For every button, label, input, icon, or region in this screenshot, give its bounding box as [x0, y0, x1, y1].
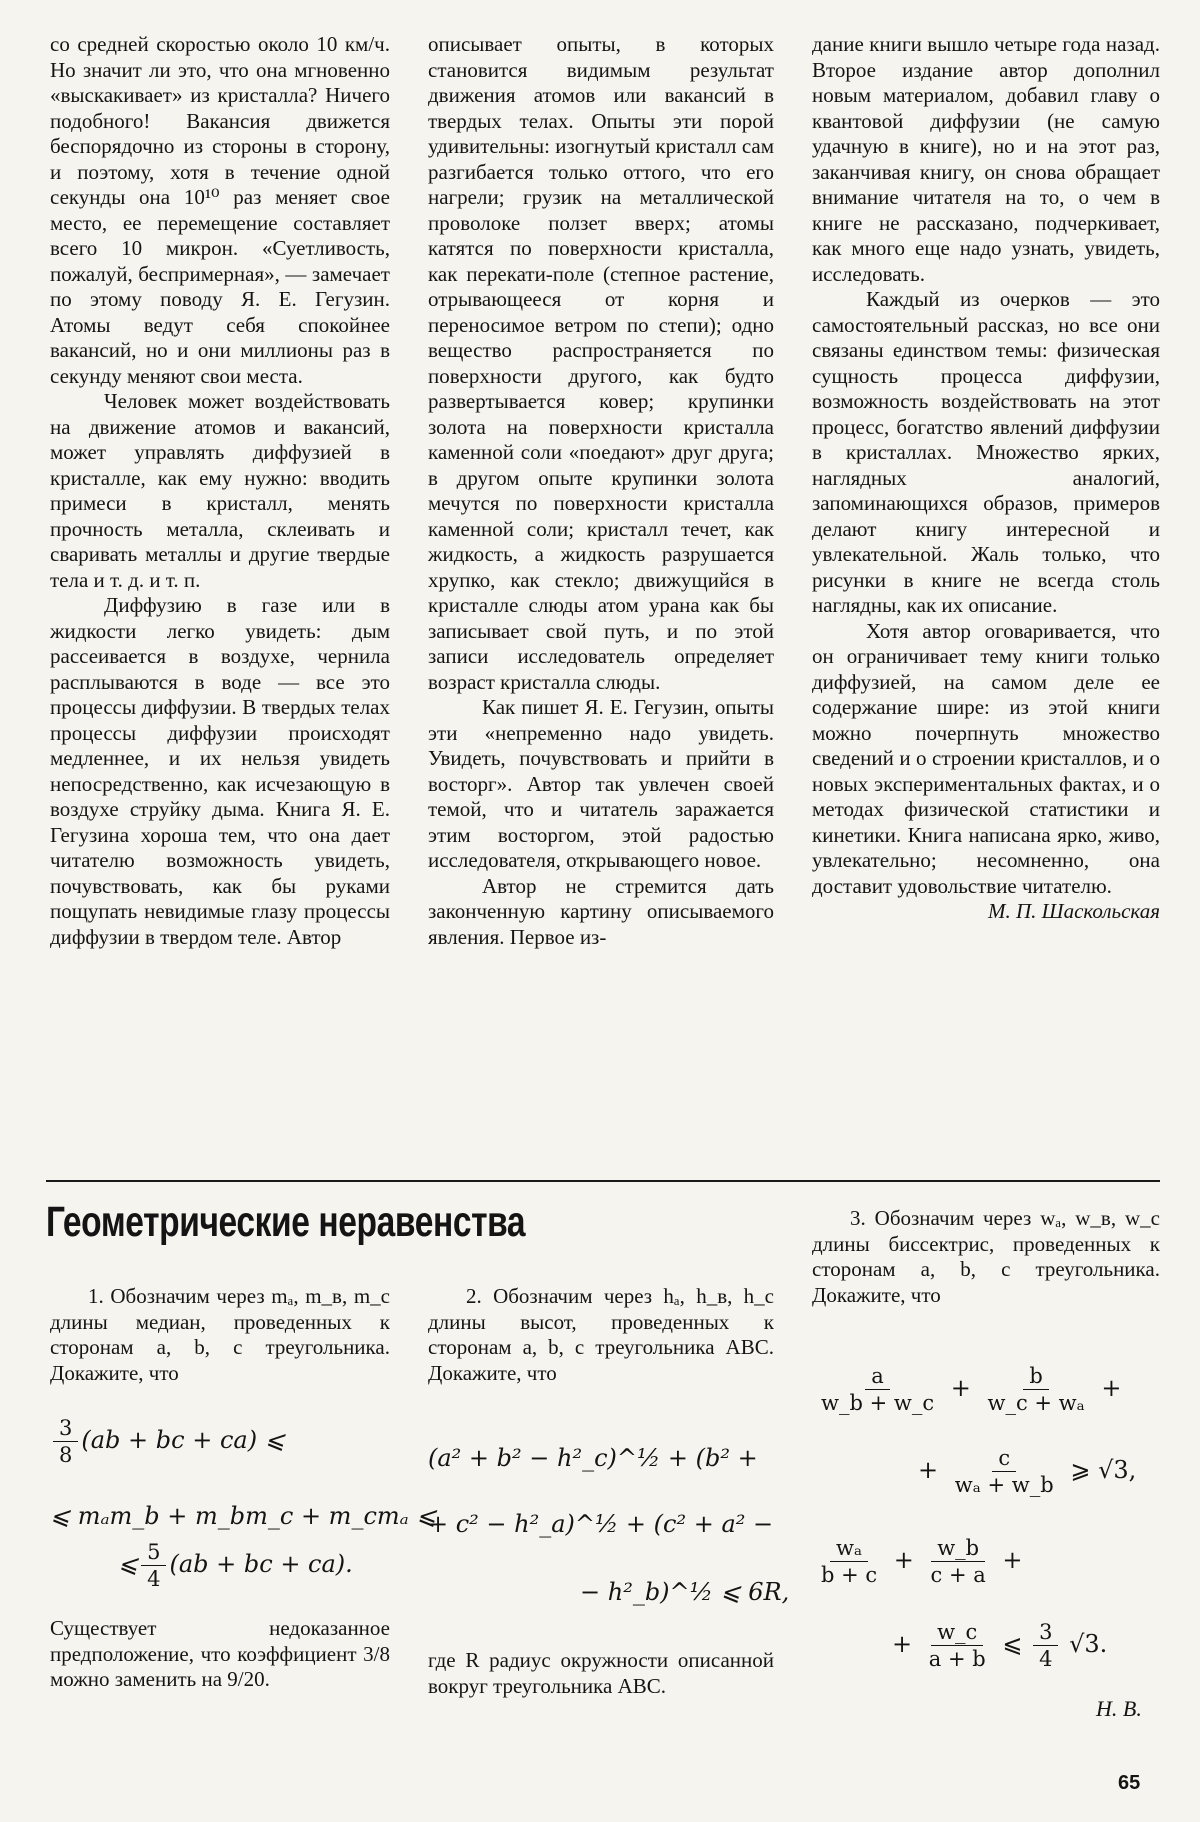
review-paragraph: дание книги вышло четыре года назад. Второе издание автор дополнил новым материалом, добавил главу о квантовой диффузии (не самую удачную в книге), но и на этот раз, заканчивая книгу, он снова обращает внимание читателя на то, о чем в книге не рассказано, подчеркивает, как много еще надо узнать, увидеть, исследовать. — [812, 32, 1160, 286]
problem-1-formula-line-3: ⩽ $\frac{5}{4}$ (ab + bc + ca). — [118, 1540, 353, 1591]
problem-3-formula-line-3: $\frac{\text{wₐ}}{b + c}$ + $\frac{w\_b}{c + a}$ + — [812, 1536, 1023, 1587]
page-number: 65 — [1118, 1772, 1141, 1794]
problem-3-formula-line-2: + $\frac{c}{\text{wₐ + w\_b}}$ ⩾ √3, — [918, 1446, 1137, 1497]
problem-2-note: где R радиус окружности описанной вокруг треугольника ABC. — [428, 1648, 774, 1698]
problem-initials: Н. В. — [1096, 1696, 1142, 1721]
fraction: $\frac{c}{\text{wₐ + w\_b}}$ — [954, 1446, 1054, 1497]
review-paragraph: Каждый из очерков — это самостоятельный рассказ, но все они связаны единством темы: физическая сущность процесса диффузии, возможность воздействовать на этот процесс, богатство явлений диффузии в кристаллах. Множество ярких, наглядных аналогий, запоминающихся образов, примеров делают книгу интересной и увлекательной. Жаль только, что рисунки в книге не всегда столь наглядны, как их описание. — [812, 287, 1160, 617]
problem-2-text: 2. Обозначим через hₐ, h_в, h_c длины высот, проведенных к сторонам a, b, c треугольника ABC. Докажите, что — [428, 1284, 774, 1385]
fraction: $\frac{w\_c}{a + b}$ — [928, 1620, 986, 1671]
problem-1-formula-line-1: $\frac{3}{8}$ (ab + bc + ca) ⩽ — [50, 1416, 285, 1467]
fraction: $\frac{b}{\text{w\_c + wₐ}}$ — [987, 1364, 1085, 1415]
review-paragraph: Автор не стремится дать законченную картину описываемого явления. Первое из- — [428, 873, 774, 949]
problem-3 — [812, 1206, 1160, 1308]
problem-2-formula-line-2: + c² − h²_a)^½ + (c² + a² − — [428, 1510, 774, 1538]
review-signature: М. П. Шаскольская — [988, 899, 1160, 923]
review-column-3 — [812, 32, 1160, 925]
problem-2-formula-line-3: − h²_b)^½ ⩽ 6R, — [580, 1578, 790, 1606]
problem-1-text: 1. Обозначим через mₐ, m_в, m_c длины медиан, проведенных к сторонам a, b, c треугольника. Докажите, что — [50, 1284, 390, 1385]
review-column-1 — [50, 32, 390, 950]
review-paragraph: со средней скоростью около 10 км/ч. Но значит ли это, что она мгновенно «выскакивает» из кристалла? Ничего подобного! Вакансия движется беспорядочно из стороны в сторону, и поэтому, хотя в течение одной секунды она 10¹⁰ раз меняет свое место, ее перемещение составляет всего 10 микрон. «Суетливость, пожалуй, беспримерная», — замечает по этому поводу Я. Е. Гегузин. Атомы ведут себя спокойнее вакансий, но и они миллионы раз в секунду меняют свои места. — [50, 32, 390, 388]
section-divider — [46, 1180, 1160, 1182]
problem-3-formula-line-1: $\frac{a}{w\_b + w\_c}$ + $\frac{b}{\text{w\_c + wₐ}}$ + — [812, 1364, 1122, 1415]
problem-2-formula-line-1: (a² + b² − h²_c)^½ + (b² + — [428, 1444, 758, 1472]
review-paragraph: Человек может воздействовать на движение атомов и вакансий, может управлять диффузией в кристалле, как ему нужно: вводить примеси в кристалл, менять прочность металла, склеивать и сваривать металлы и другие твердые тела и т. д. и т. п. — [50, 389, 390, 592]
fraction: $\frac{3}{8}$ — [53, 1416, 78, 1467]
section-title: Геометрические неравенства — [46, 1198, 526, 1246]
problem-1-formula-line-2: ⩽ mₐm_b + m_bm_c + m_cmₐ ⩽ — [50, 1502, 437, 1530]
problem-2 — [428, 1284, 774, 1386]
review-paragraph: Диффузию в газе или в жидкости легко увидеть: дым рассеивается в воздухе, чернила расплываются в воде — все это процессы диффузии. В твердых телах процессы диффузии происходят медленнее, и их нельзя увидеть непосредственно, как исчезающую в воздухе струйку дыма. Книга Я. Е. Гегузина хороша тем, что она дает читателю возможность увидеть, почувствовать, как бы руками пощупать невидимые глазу процессы диффузии в твердом теле. Автор — [50, 593, 390, 949]
review-paragraph: описывает опыты, в которых становится видимым результат движения атомов или вакансий в твердых телах. Опыты эти порой удивительны: изогнутый кристалл сам разгибается только оттого, что его нагрели; грузик на металлической проволоке ползет вверх; атомы катятся по поверхности кристалла, как перекати-поле (степное растение, отрывающееся от корня и переносимое ветром по степи); одно вещество распространяется по поверхности другого, как будто развертывается ковер; крупинки золота на поверхности кристалла каменной соли «поедают» друг друга; в другом опыте крупинки золота мечутся по поверхности кристалла каменной соли; кристалл течет, как жидкость, а жидкость разрушается хрупко, как стекло; движущийся в кристалле слюды атом урана как бы записывает свой путь, и по этой записи исследователь определяет возраст кристалла слюды. — [428, 32, 774, 694]
problem-3-formula-line-4: + $\frac{w\_c}{a + b}$ ⩽ $\frac{3}{4}$ √3. — [892, 1620, 1108, 1671]
fraction: $\frac{w\_b}{c + a}$ — [930, 1536, 986, 1587]
fraction: $\frac{\text{wₐ}}{b + c}$ — [821, 1536, 878, 1587]
review-paragraph: Как пишет Я. Е. Гегузин, опыты эти «непременно надо увидеть. Увидеть, почувствовать и прийти в восторг». Автор так увлечен своей темой, что и читатель заражается этим восторгом, этой радостью исследователя, открывающего новое. — [428, 695, 774, 872]
fraction: $\frac{3}{4}$ — [1033, 1620, 1058, 1671]
review-column-2 — [428, 32, 774, 950]
problem-3-text: 3. Обозначим через wₐ, w_в, w_c длины биссектрис, проведенных к сторонам a, b, c треугольника. Докажите, что — [812, 1206, 1160, 1307]
review-paragraph: Хотя автор оговаривается, что он ограничивает тему книги только диффузией, на самом деле ее содержание шире: из этой книги можно почерпнуть множество сведений и о строении кристаллов, и о новых экспериментальных фактах, и о методах физической статистики и кинетики. Книга написана ярко, живо, увлекательно; несомненно, она доставит удовольствие читателю. — [812, 618, 1160, 898]
problem-1 — [50, 1284, 390, 1386]
fraction: $\frac{a}{w\_b + w\_c}$ — [821, 1364, 935, 1415]
problem-1-note: Существует недоказанное предположение, что коэффициент 3/8 можно заменить на 9/20. — [50, 1616, 390, 1691]
fraction: $\frac{5}{4}$ — [141, 1540, 166, 1591]
